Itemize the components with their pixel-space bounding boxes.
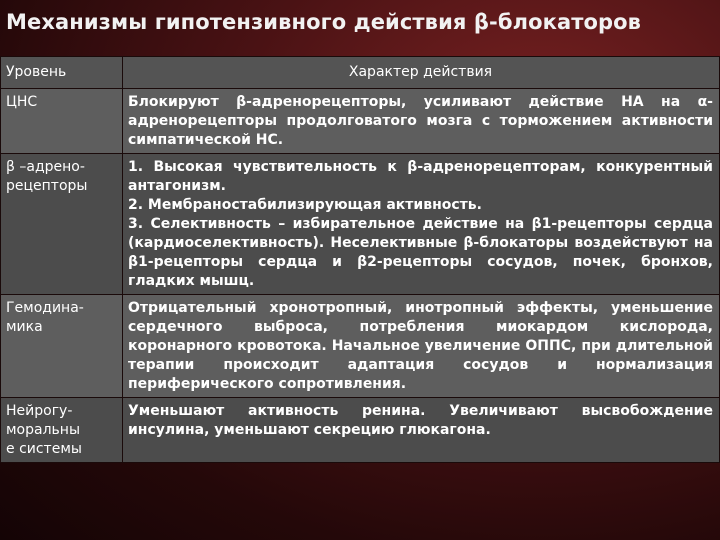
table-row [1,154,720,295]
row-level-beta-receptors: β –адрено- рецепторы [1,154,123,295]
row-level-neurohumoral: Нейрогу- моральны е системы [1,398,123,463]
table-row [1,89,720,154]
table-header-row [1,57,720,89]
row-action-hemodynamics [123,295,720,398]
row-level-cns: ЦНС [1,89,123,154]
header-action: Характер действия [123,57,720,89]
row-level-hemodynamics: Гемодина- мика [1,295,123,398]
action-text: 1. Высокая чувствительность к β-адренорецепторам, конкурентный антагонизм. [128,159,713,194]
row-action-cns [123,89,720,154]
header-level: Уровень [1,57,123,89]
action-text: 3. Селективность – избирательное действие на β1-рецепторы сердца (кардиоселективность). Неселективные β-блокаторы воздействуют на β1-рецепторы сердца и β2-рецепторы сосудов, почек, бронхов, гладких мышц. [128,216,713,289]
mechanisms-table [0,56,720,463]
action-text: 2. Мембраностабилизирующая активность. [128,197,482,213]
slide-title: Механизмы гипотензивного действия β-блокаторов [6,10,642,34]
row-action-beta-receptors [123,154,720,295]
action-text: Уменьшают активность ренина. Увеличивают высвобождение инсулина, уменьшают секрецию глюкагона. [128,403,713,438]
action-text: Блокируют β-адренорецепторы, усиливают действие НА на α-адренорецепторы продолговатого мозга с торможением активности симпатической НС. [128,94,713,148]
table-row [1,398,720,463]
table-row [1,295,720,398]
row-action-neurohumoral [123,398,720,463]
action-text: Отрицательный хронотропный, инотропный эффекты, уменьшение сердечного выброса, потребления миокардом кислорода, коронарного кровотока. Начальное увеличение ОППС, при длительной терапии происходит адаптация сосудов и нормализация периферического сопротивления. [128,300,713,392]
